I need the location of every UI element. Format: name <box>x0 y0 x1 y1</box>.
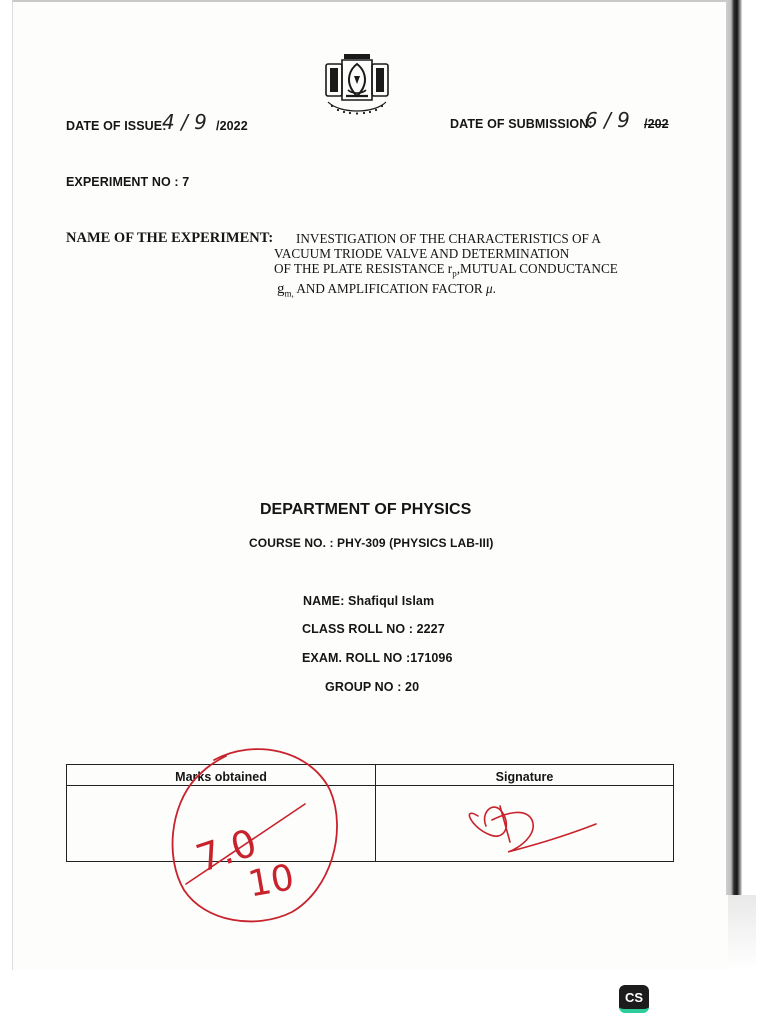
issue-date-handwritten: 4 / 9 <box>162 110 207 134</box>
line3-text-a: OF THE PLATE RESISTANCE r <box>274 261 453 276</box>
mu-symbol: μ <box>486 281 493 296</box>
marks-obtained-header: Marks obtained <box>67 765 376 786</box>
group-number: GROUP NO : 20 <box>325 680 420 694</box>
page-edge-fade <box>728 895 756 970</box>
submission-date-handwritten: 6 / 9 <box>585 108 630 132</box>
department-heading: DEPARTMENT OF PHYSICS <box>260 501 472 518</box>
marks-table-body-row <box>67 786 674 862</box>
gm-subscript: m, <box>284 288 294 299</box>
marks-total-score: 10 <box>245 857 298 906</box>
line4-end: . <box>492 281 496 296</box>
rp-subscript: p <box>452 268 457 279</box>
experiment-name-line-4 <box>277 281 496 299</box>
experiment-name-line-1: INVESTIGATION OF THE CHARACTERISTICS OF A <box>296 231 601 246</box>
line3-text-b: ,MUTUAL CONDUCTANCE <box>456 261 618 276</box>
marks-table-header-row <box>67 765 674 786</box>
line4-text-b: AND AMPLIFICATION FACTOR <box>293 281 486 296</box>
student-name: NAME: Shafiqul Islam <box>303 594 435 608</box>
experiment-name-line-3 <box>274 261 618 279</box>
signature-cell <box>376 786 674 862</box>
marks-table <box>66 764 674 862</box>
experiment-name-label: NAME OF THE EXPERIMENT: <box>66 230 274 246</box>
experiment-name-line-2: VACUUM TRIODE VALVE AND DETERMINATION <box>274 246 570 261</box>
line4-text-g: g <box>277 281 285 297</box>
marks-awarded-score: 7.0 <box>190 820 262 881</box>
submission-date-year: /202 <box>644 117 669 131</box>
scanner-app-badge: CS <box>619 985 649 1013</box>
course-number: COURSE NO. : PHY-309 (PHYSICS LAB-III) <box>249 536 494 550</box>
page-edge-shadow <box>726 0 742 895</box>
university-logo <box>322 50 392 118</box>
marks-cell <box>67 786 376 862</box>
issue-date-year: /2022 <box>216 119 248 133</box>
issue-date-label: DATE OF ISSUE: <box>66 119 167 133</box>
experiment-number: EXPERIMENT NO : 7 <box>66 175 190 189</box>
class-roll: CLASS ROLL NO : 2227 <box>302 622 445 636</box>
submission-date-label: DATE OF SUBMISSION: <box>450 117 593 131</box>
signature-header: Signature <box>376 765 674 786</box>
exam-roll: EXAM. ROLL NO :171096 <box>302 651 453 665</box>
